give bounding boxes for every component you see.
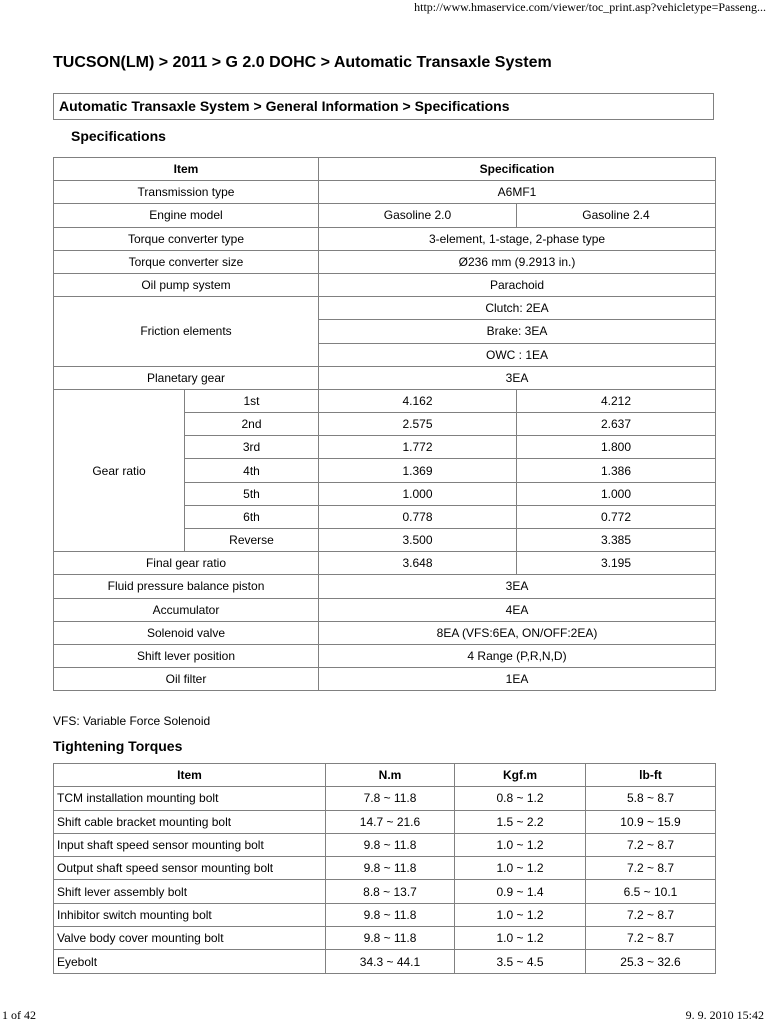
row-value: 4 Range (P,R,N,D)	[319, 644, 716, 667]
header-specification: Specification	[319, 158, 716, 181]
gear-label: 3rd	[185, 436, 319, 459]
section-title: Automatic Transaxle System > General Information > Specifications	[53, 93, 714, 120]
row-value: 1.369	[319, 459, 517, 482]
column-header: Item	[54, 764, 326, 787]
row-value: 1.386	[517, 459, 716, 482]
table-row	[54, 927, 716, 950]
page-counter: 1 of 42	[2, 1008, 36, 1022]
table-row	[54, 644, 716, 667]
row-value: 4EA	[319, 598, 716, 621]
torque-value: 10.9 ~ 15.9	[586, 810, 716, 833]
row-label: Solenoid valve	[54, 621, 319, 644]
vfs-note: VFS: Variable Force Solenoid	[53, 714, 211, 728]
torque-item: Output shaft speed sensor mounting bolt	[54, 857, 326, 880]
row-value: A6MF1	[319, 181, 716, 204]
torque-value: 1.5 ~ 2.2	[455, 810, 586, 833]
row-value: 4.212	[517, 389, 716, 412]
table-row	[54, 158, 716, 181]
specifications-table	[53, 157, 716, 691]
gear-label: 1st	[185, 389, 319, 412]
torque-value: 9.8 ~ 11.8	[326, 857, 455, 880]
row-label: Fluid pressure balance piston	[54, 575, 319, 598]
row-label: Oil pump system	[54, 273, 319, 296]
row-label: Accumulator	[54, 598, 319, 621]
table-row	[54, 950, 716, 973]
torque-value: 9.8 ~ 11.8	[326, 903, 455, 926]
tightening-torques-heading: Tightening Torques	[53, 738, 183, 754]
row-label: Torque converter size	[54, 250, 319, 273]
torque-value: 7.2 ~ 8.7	[586, 857, 716, 880]
table-row	[54, 250, 716, 273]
row-value: 8EA (VFS:6EA, ON/OFF:2EA)	[319, 621, 716, 644]
torque-value: 0.8 ~ 1.2	[455, 787, 586, 810]
row-value: 2.575	[319, 413, 517, 436]
torque-value: 1.0 ~ 1.2	[455, 857, 586, 880]
row-value: 3EA	[319, 575, 716, 598]
gear-label: 4th	[185, 459, 319, 482]
torque-value: 8.8 ~ 13.7	[326, 880, 455, 903]
row-value: 2.637	[517, 413, 716, 436]
row-value: Ø236 mm (9.2913 in.)	[319, 250, 716, 273]
torque-value: 9.8 ~ 11.8	[326, 927, 455, 950]
torque-item: Input shaft speed sensor mounting bolt	[54, 833, 326, 856]
torque-item: Eyebolt	[54, 950, 326, 973]
table-row	[54, 668, 716, 691]
torque-item: Shift lever assembly bolt	[54, 880, 326, 903]
page-url: http://www.hmaservice.com/viewer/toc_print.asp?vehicletype=Passeng...	[414, 0, 766, 14]
table-row	[54, 575, 716, 598]
torque-value: 1.0 ~ 1.2	[455, 927, 586, 950]
row-value: 4.162	[319, 389, 517, 412]
row-value: 1EA	[319, 668, 716, 691]
print-timestamp: 9. 9. 2010 15:42	[685, 1008, 764, 1022]
table-row	[54, 297, 716, 320]
row-label: Final gear ratio	[54, 552, 319, 575]
torque-table	[53, 763, 716, 974]
row-value: 3.648	[319, 552, 517, 575]
table-row	[54, 598, 716, 621]
table-header-row	[54, 764, 716, 787]
torque-item: Valve body cover mounting bolt	[54, 927, 326, 950]
table-row	[54, 389, 716, 412]
row-label: Torque converter type	[54, 227, 319, 250]
torque-value: 7.2 ~ 8.7	[586, 903, 716, 926]
torque-value: 3.5 ~ 4.5	[455, 950, 586, 973]
table-row	[54, 903, 716, 926]
torque-value: 9.8 ~ 11.8	[326, 833, 455, 856]
torque-value: 5.8 ~ 8.7	[586, 787, 716, 810]
gear-label: Reverse	[185, 529, 319, 552]
torque-value: 1.0 ~ 1.2	[455, 903, 586, 926]
page-title: TUCSON(LM) > 2011 > G 2.0 DOHC > Automatic Transaxle System	[53, 54, 552, 71]
torque-value: 14.7 ~ 21.6	[326, 810, 455, 833]
table-row	[54, 621, 716, 644]
torque-value: 0.9 ~ 1.4	[455, 880, 586, 903]
row-label: Planetary gear	[54, 366, 319, 389]
row-label: Gear ratio	[54, 389, 185, 551]
row-value: 3EA	[319, 366, 716, 389]
gear-label: 5th	[185, 482, 319, 505]
table-row	[54, 552, 716, 575]
torque-value: 1.0 ~ 1.2	[455, 833, 586, 856]
gear-label: 2nd	[185, 413, 319, 436]
torque-value: 34.3 ~ 44.1	[326, 950, 455, 973]
torque-value: 6.5 ~ 10.1	[586, 880, 716, 903]
table-row	[54, 273, 716, 296]
table-row	[54, 204, 716, 227]
column-header: Kgf.m	[455, 764, 586, 787]
row-value: OWC : 1EA	[319, 343, 716, 366]
row-label: Engine model	[54, 204, 319, 227]
column-header: N.m	[326, 764, 455, 787]
table-row	[54, 857, 716, 880]
table-row	[54, 810, 716, 833]
row-value: 1.000	[319, 482, 517, 505]
table-row	[54, 880, 716, 903]
row-value: 3.385	[517, 529, 716, 552]
row-value: Parachoid	[319, 273, 716, 296]
table-row	[54, 787, 716, 810]
row-label: Transmission type	[54, 181, 319, 204]
torque-value: 7.2 ~ 8.7	[586, 833, 716, 856]
row-value: Brake: 3EA	[319, 320, 716, 343]
torque-item: TCM installation mounting bolt	[54, 787, 326, 810]
row-value: 1.000	[517, 482, 716, 505]
row-value: 3.500	[319, 529, 517, 552]
row-value: Clutch: 2EA	[319, 297, 716, 320]
row-value: Gasoline 2.4	[517, 204, 716, 227]
torque-value: 25.3 ~ 32.6	[586, 950, 716, 973]
torque-item: Inhibitor switch mounting bolt	[54, 903, 326, 926]
specifications-heading: Specifications	[71, 128, 166, 144]
row-value: 0.778	[319, 505, 517, 528]
table-row	[54, 833, 716, 856]
row-label: Oil filter	[54, 668, 319, 691]
row-value: 1.800	[517, 436, 716, 459]
torque-value: 7.8 ~ 11.8	[326, 787, 455, 810]
row-value: 0.772	[517, 505, 716, 528]
header-item: Item	[54, 158, 319, 181]
table-row	[54, 227, 716, 250]
column-header: lb-ft	[586, 764, 716, 787]
row-value: Gasoline 2.0	[319, 204, 517, 227]
row-label: Friction elements	[54, 297, 319, 367]
row-value: 1.772	[319, 436, 517, 459]
row-value: 3.195	[517, 552, 716, 575]
torque-item: Shift cable bracket mounting bolt	[54, 810, 326, 833]
gear-label: 6th	[185, 505, 319, 528]
table-row	[54, 181, 716, 204]
row-label: Shift lever position	[54, 644, 319, 667]
row-value: 3-element, 1-stage, 2-phase type	[319, 227, 716, 250]
table-row	[54, 366, 716, 389]
torque-value: 7.2 ~ 8.7	[586, 927, 716, 950]
